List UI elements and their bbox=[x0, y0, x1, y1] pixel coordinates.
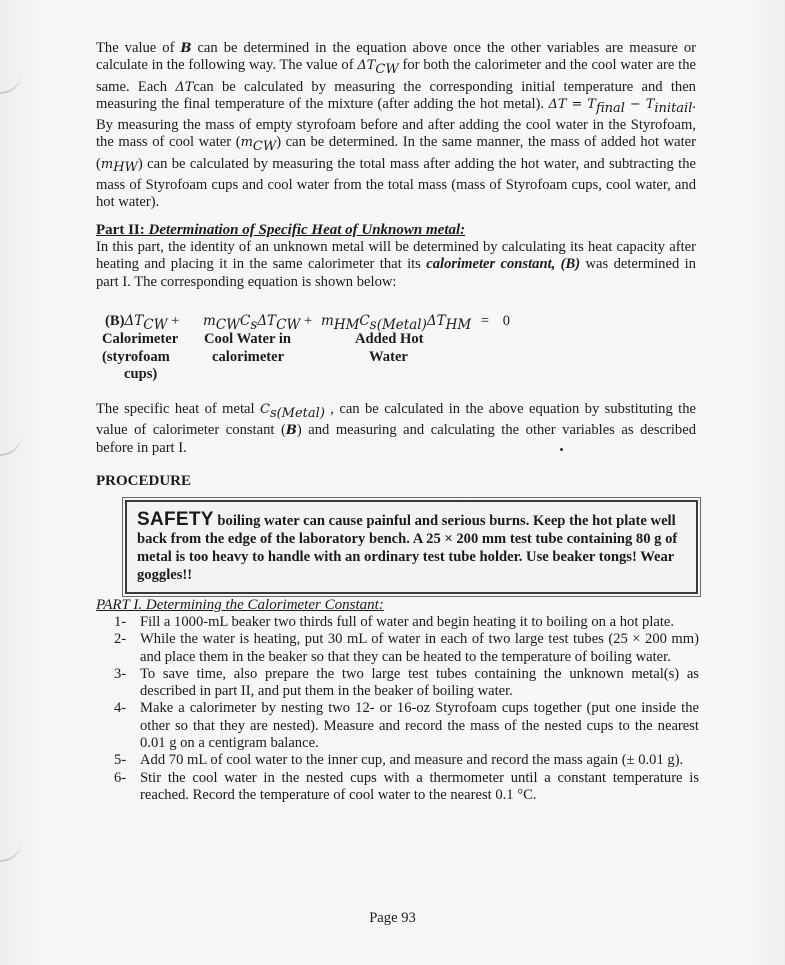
list-item: 5- Add 70 mL of cool water to the inner cup, and measure and record the mass again (± 0.01 g). bbox=[114, 752, 684, 769]
safety-text: boiling water can cause painful and serious burns. Keep the hot plate well back from the edge of the laboratory bench. A 25 × 200 mm test tube containing 80 g of metal is too heavy to handle with an ordinary test tube holder. Use beaker tongs! Wear goggles!! bbox=[137, 513, 678, 583]
equation-label-cool-water: Cool Water in calorimeter bbox=[204, 331, 292, 365]
part1-heading: PART I. Determining the Calorimeter Constant: bbox=[96, 597, 384, 613]
part2-heading: Part II: Determination of Specific Heat of Unknown metal: bbox=[96, 222, 466, 238]
equation-label-calorimeter: Calorimeter (styrofoam cups) bbox=[102, 331, 179, 382]
equation-label-hot-water: Added Hot Water bbox=[355, 331, 424, 365]
list-item: 4- Make a calorimeter by nesting two 12- or 16-oz Styrofoam cups together (put one inside the other so that they are nested). Measure and record the mass of the nested cups to the nearest 0.01 g on a centigram balance. bbox=[114, 700, 699, 752]
safety-keyword: SAFETY bbox=[137, 509, 214, 530]
safety-box bbox=[125, 500, 698, 594]
equation-term-hot-metal: $m_{HM}C_{s(Metal)}\Delta T_{HM} = 0$ bbox=[321, 313, 511, 333]
equation: $(B)\Delta T_{CW}$ + bbox=[105, 313, 180, 333]
list-item: 3- To save time, also prepare the two large test tubes containing the unknown metal(s) as described in part II, and put them in the beaker of boiling water. bbox=[114, 665, 699, 700]
list-item: 2- While the water is heating, put 30 mL of water in each of two large test tubes (25 × 200 mm) and place them in the beaker so that they can be heated to the temperature of boiling water. bbox=[114, 631, 699, 665]
part2-body: In this part, the identity of an unknown metal will be determined by calculating its heat capacity after heating and placing it in the same calorimeter that its calorimeter constant, (B) was determined in part I. The corresponding equation is shown below: bbox=[96, 239, 696, 290]
punch-hole-mark bbox=[0, 838, 22, 862]
list-item: 6- Stir the cool water in the nested cups with a thermometer until a constant temperature is reached. Record the temperature of cool water to the nearest 0.1 °C. bbox=[114, 769, 699, 803]
punch-hole-mark bbox=[0, 70, 22, 94]
page-number: Page 93 bbox=[369, 910, 416, 926]
intro-paragraph: The value of B can be determined in the equation above once the other variables are measure or calculate in the following way. The value of $\Delta T_{CW}$ for both the calorimeter and the cool water are the same. Each ΔTcan be calculated by measuring the corresponding initial temperature and then measuring the final temperature of the mixture (after adding the hot metal). $\Delta T = T_{final} - T_{initail}$. By measuring the mass of empty styrofoam before and after adding the cool water in the Styrofoam, the mass of cool water $(m_{CW})$ can be determined. In the same manner, the mass of added hot water $(m_{HW})$ can be calculated by measuring the total mass after adding the hot water, and subtracting the mass of Styrofoam cups and cool water from the total mass (mass of Styrofoam cups, cool water, and hot water). bbox=[96, 40, 697, 210]
stray-mark bbox=[560, 448, 563, 451]
punch-hole-mark bbox=[0, 432, 22, 456]
list-item: 1- Fill a 1000-mL beaker two thirds full of water and begin heating it to boiling on a hot plate. bbox=[114, 614, 675, 630]
specific-heat-paragraph: The specific heat of metal $C_{s(Metal)}$ , can be calculated in the above equation by substituting the value of calorimeter constant (B) and measuring and calculating the other variables as described before in part I. bbox=[96, 401, 696, 456]
procedure-heading: PROCEDURE bbox=[96, 473, 192, 489]
procedure-steps bbox=[114, 614, 699, 804]
equation-term-cool-water: $m_{CW}C_s\Delta T_{CW}$ + bbox=[203, 313, 313, 333]
